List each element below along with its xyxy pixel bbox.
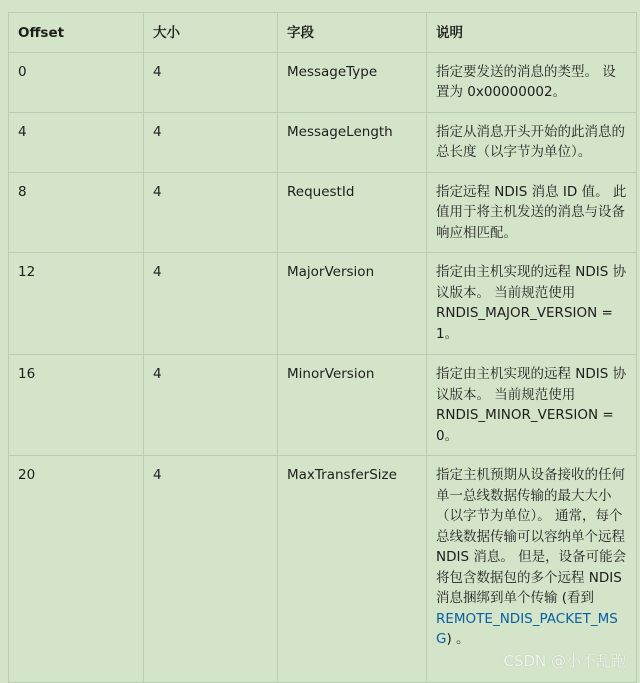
- cell-field: MajorVersion: [278, 253, 427, 355]
- cell-size: 4: [144, 172, 278, 253]
- cell-offset: 0: [9, 52, 144, 112]
- watermark: CSDN @小不乱跑: [503, 652, 626, 670]
- table-row: [9, 52, 637, 112]
- table-row: [9, 355, 637, 456]
- table-row: [9, 172, 637, 253]
- cell-offset: 12: [9, 253, 144, 355]
- table-row: [9, 253, 637, 355]
- cell-field: MessageType: [278, 52, 427, 112]
- cell-offset: 8: [9, 172, 144, 253]
- header-description: 说明: [427, 13, 637, 53]
- table-row: [9, 112, 637, 172]
- cell-description: 指定由主机实现的远程 NDIS 协议版本。 当前规范使用 RNDIS_MAJOR_VERSION = 1。: [427, 253, 637, 355]
- description-tail: ) 。: [446, 631, 470, 647]
- header-offset: Offset: [9, 13, 144, 53]
- cell-description: [427, 456, 637, 683]
- cell-offset: 16: [9, 355, 144, 456]
- cell-field: RequestId: [278, 172, 427, 253]
- header-size: 大小: [144, 13, 278, 53]
- cell-size: 4: [144, 355, 278, 456]
- cell-description: 指定从消息开头开始的此消息的总长度（以字节为单位）。: [427, 112, 637, 172]
- cell-description: 指定由主机实现的远程 NDIS 协议版本。 当前规范使用 RNDIS_MINOR_VERSION = 0。: [427, 355, 637, 456]
- cell-size: 4: [144, 253, 278, 355]
- remote-ndis-packet-msg-link[interactable]: REMOTE_NDIS_PACKET_MSG: [436, 610, 618, 647]
- cell-description: 指定要发送的消息的类型。 设置为 0x00000002。: [427, 52, 637, 112]
- cell-field: MaxTransferSize: [278, 456, 427, 683]
- table-row: [9, 456, 637, 683]
- cell-offset: 4: [9, 112, 144, 172]
- header-row: [9, 13, 637, 53]
- cell-description: 指定远程 NDIS 消息 ID 值。 此值用于将主机发送的消息与设备响应相匹配。: [427, 172, 637, 253]
- cell-field: MessageLength: [278, 112, 427, 172]
- header-field: 字段: [278, 13, 427, 53]
- message-fields-table: [8, 12, 637, 683]
- description-text: 指定主机预期从设备接收的任何单一总线数据传输的最大大小（以字节为单位）。 通常，每个总线数据传输可以容纳单个远程 NDIS 消息。 但是，设备可能会将包含数据包的多个远程 NDIS 消息捆绑到单个传输 (看到: [436, 467, 627, 606]
- cell-size: 4: [144, 52, 278, 112]
- cell-offset: 20: [9, 456, 144, 683]
- cell-field: MinorVersion: [278, 355, 427, 456]
- cell-size: 4: [144, 112, 278, 172]
- cell-size: 4: [144, 456, 278, 683]
